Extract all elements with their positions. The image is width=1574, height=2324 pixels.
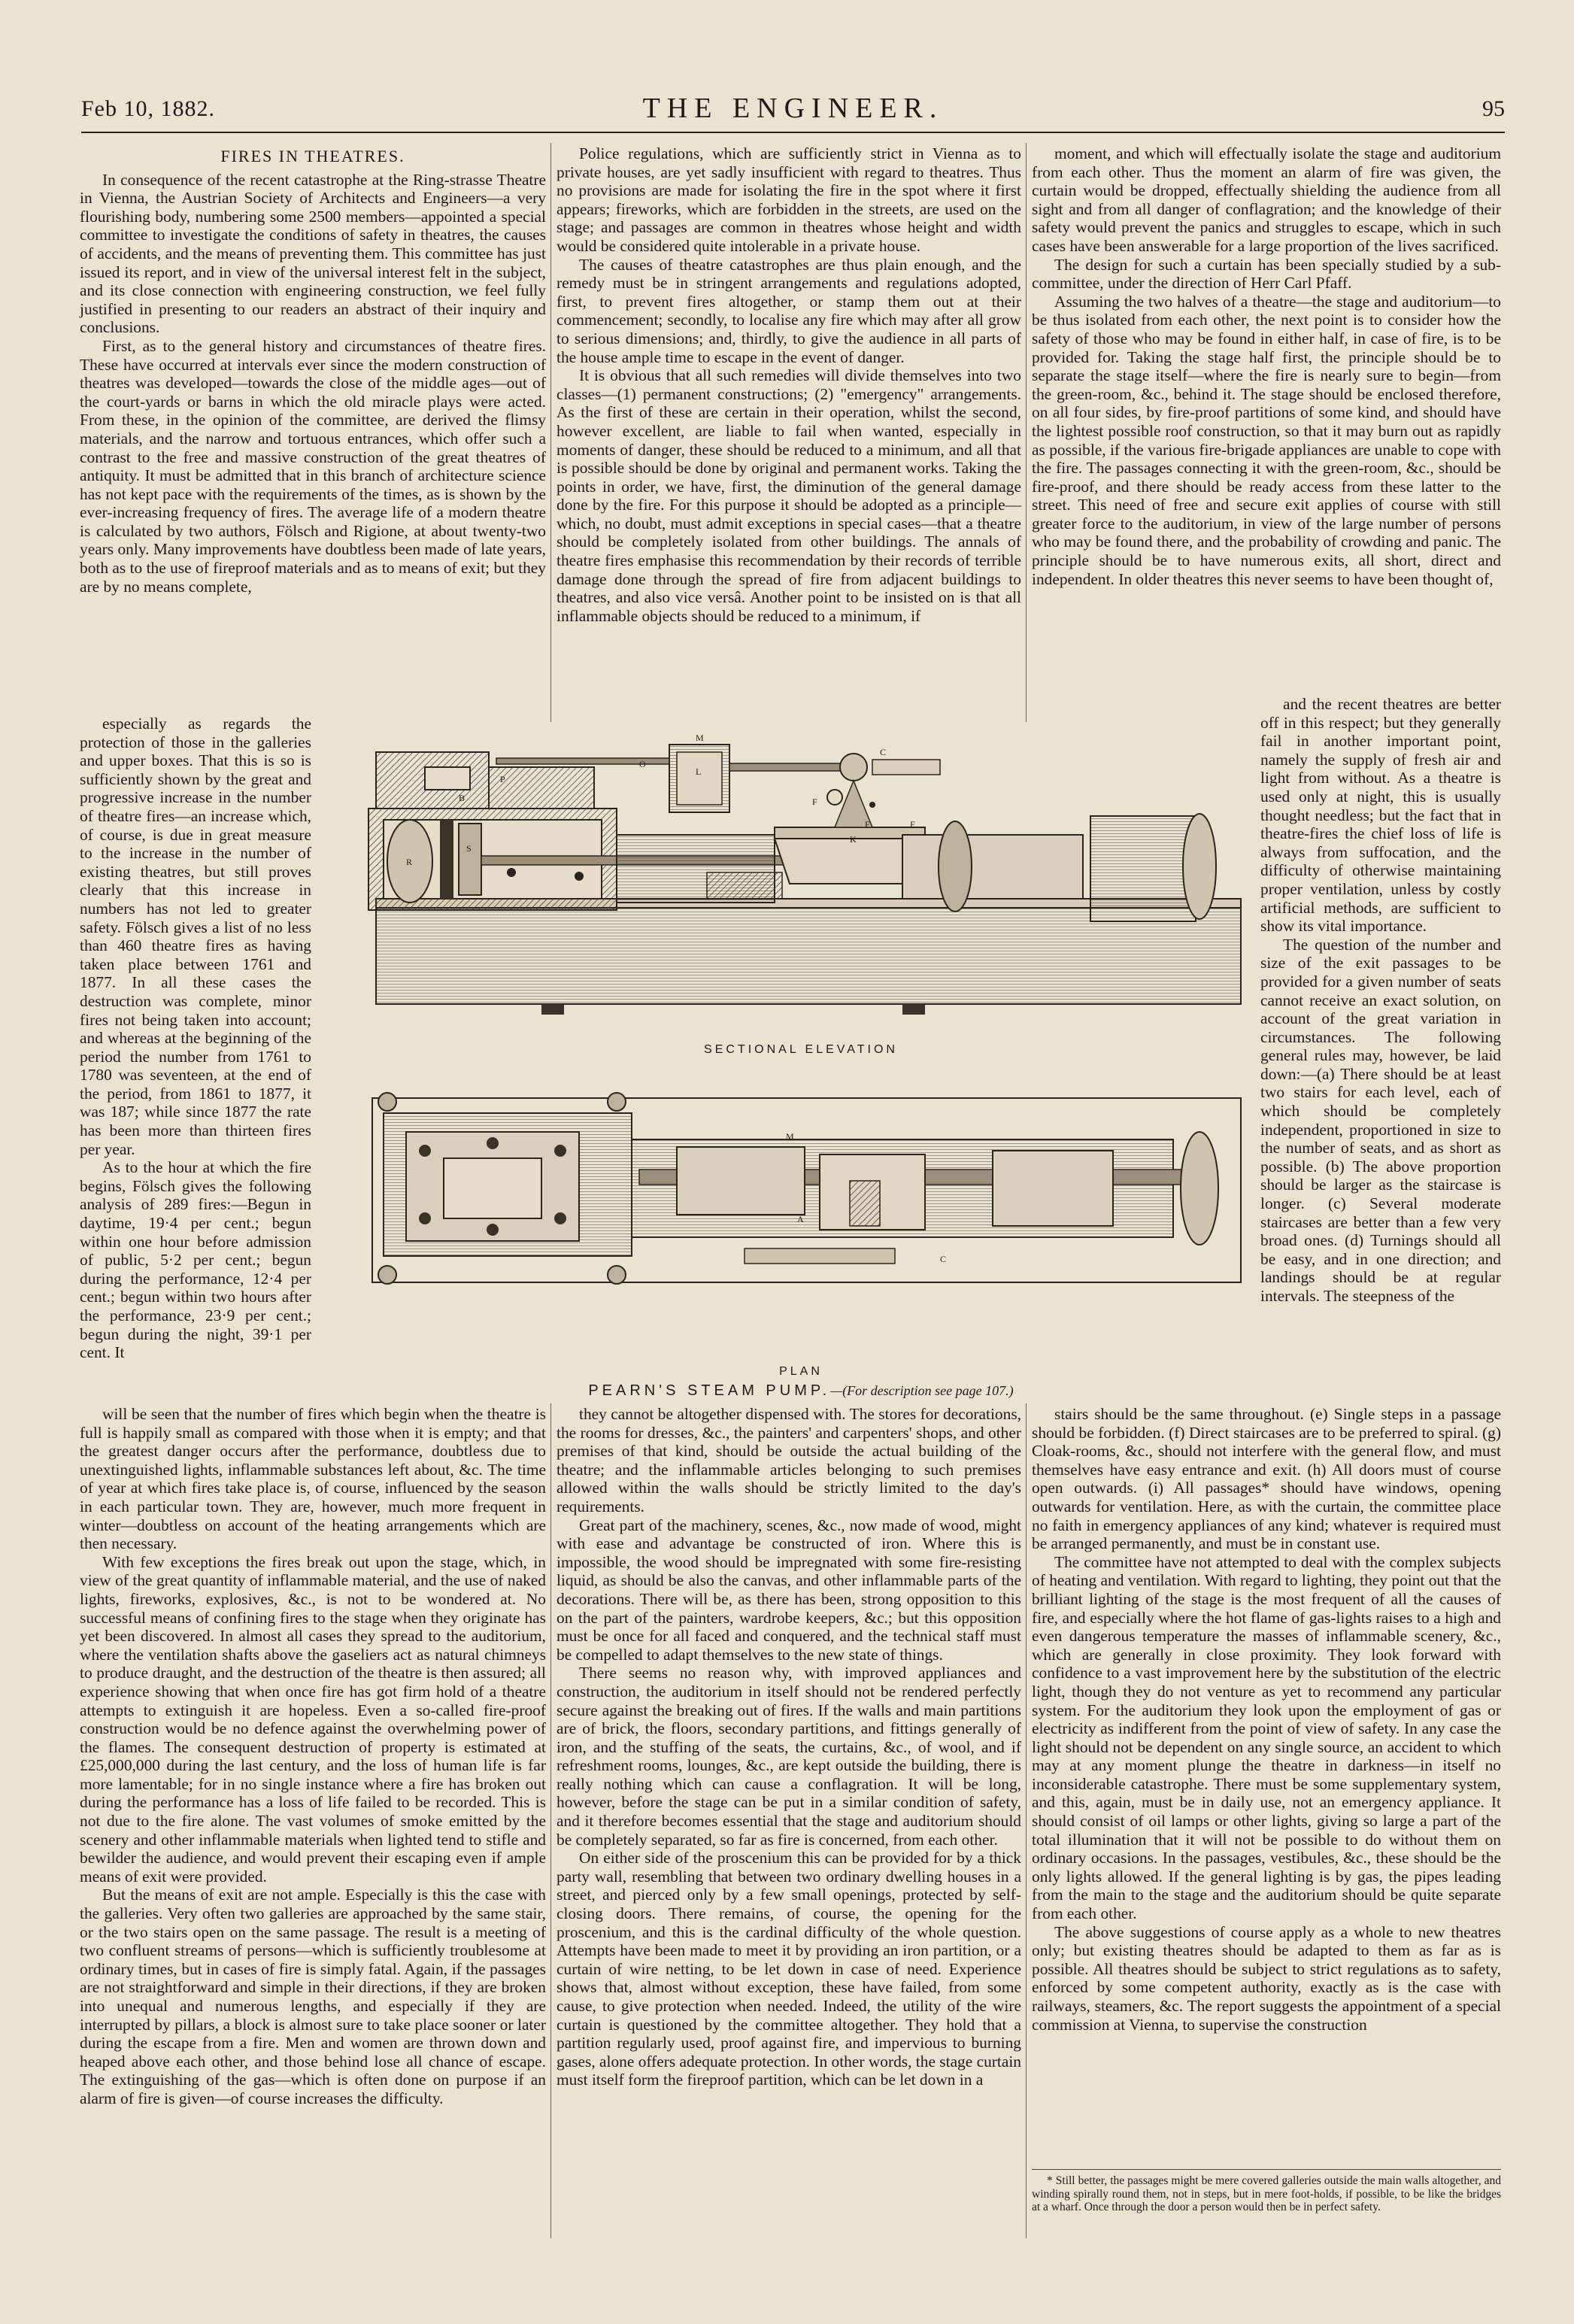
paragraph: especially as regards the protection of those in the galleries and upper boxes. That this is so is sufficiently shown by the great and progressive increase in the number of theatre fires—an increase which, of course, is due in great measure to the increase in the number of existing theatres, but still proves clearly that this increase in numbers has not led to greater safety. Fölsch gives a list of no less than 460 theatre fires as having taken place between 1761 and 1877. In all these cases the destruction was complete, minor fires not being taken into account; and whereas at the beginning of the period the number from 1761 to 1780 was seventeen, at the end of the period, from 1861 to 1877, it was 187; while since 1877 the rate has been more than thirteen fires per year.	[80, 714, 311, 1158]
figure-caption-main: PEARN'S STEAM PUMP.	[588, 1382, 831, 1399]
paragraph: The design for such a curtain has been specially studied by a sub-committee, under the direction of Herr Carl Pfaff.	[1032, 255, 1501, 293]
part-letter: B	[459, 793, 466, 803]
part-letter: S	[466, 843, 472, 854]
column-middle-top	[557, 144, 1021, 625]
part-letter: F	[812, 796, 817, 807]
header-rule	[81, 132, 1505, 133]
column-divider	[550, 1403, 551, 2238]
paragraph: moment, and which will effectually isolate the stage and auditorium from each other. Thus the moment an alarm of fire was given, the curtain would be dropped, effectually shielding the audience from all sight and from all danger of conflagration; and the knowledge of their safety would prevent the panics and struggles to escape, which in such cases have been answerable for a large proportion of the lives sacrificed.	[1032, 144, 1501, 255]
paragraph: stairs should be the same throughout. (e) Single steps in a passage should be forbidden. (f) Direct staircases are to be preferred to spiral. (g) Cloak-rooms, &c., should not interfere with the general flow, and must themselves have easy entrance and exit. (h) All doors must of course open outwards. (i) All passages* should have windows, opening outwards for ventilation. Here, as with the curtain, the committee place no faith in emergency appliances of any kind; whatever is required must be arranged permanently, and must be in constant use.	[1032, 1405, 1501, 1553]
issue-date: Feb 10, 1882.	[81, 96, 215, 121]
part-letter: R	[406, 857, 413, 867]
part-letter: L	[696, 766, 702, 777]
paragraph: The question of the number and size of the exit passages to be provided for a given number of seats cannot receive an exact solution, on account of the great variation in circumstances. The following general rules may, however, be laid down:—(a) There should be at least two stairs for each level, each of which should be completely independent, proportioned in size to the number of seats, and as short as possible. (b) The above proportion should be larger as the staircase is longer. (c) Several moderate staircases are better than a few very broad ones. (d) Turnings should all be easy, and in one direction; and landings should be at regular intervals. The steepness of the	[1260, 935, 1501, 1305]
steam-pump-engraving	[353, 722, 1248, 1399]
part-letter: C	[940, 1254, 947, 1264]
plan-drawing	[372, 1093, 1241, 1284]
part-letter: P	[500, 774, 505, 784]
paragraph: will be seen that the number of fires which begin when the theatre is full is happily small as compared with those when it is empty; and that the greatest danger occurs after the performance, doubtless due to unextinguished lights, inflammable substances left about, &c. The time of year at which fires take place is, of course, influenced by the season in each particular town. They are, however, much more frequent in winter—doubtless on account of the heating arrangements which are then necessary.	[80, 1405, 546, 1553]
paragraph: The committee have not attempted to deal with the complex subjects of heating and ventilation. With regard to lighting, they point out that the brilliant lighting of the stage is the most frequent of all the causes of fire, and especially where the hot flame of gas-lights raises to a high and even dangerous temperature the masses of inflammable scenery, &c., which are generally in close proximity. They look forward with confidence to a vast improvement here by the substitution of the electric light, though they do not venture as yet to recommend any particular system. For the auditorium they look upon the employment of gas or electricity as indifferent from the point of view of safety. In any case the light should not be dependent on any single source, an accident to which may at any moment plunge the theatre in darkness—in itself no inconsiderable catastrophe. There must be some supplementary system, and this, again, must be in daily use, not an emergency appliance. It should consist of oil lamps or other lights, giving so large a part of the total illumination that it will not be possible to do without them on ordinary occasions. In the passages, vestibules, &c., these should be the only lights allowed. If the general lighting is by gas, the pipes leading from the main to the stage and the auditorium should be quite separate from each other.	[1032, 1552, 1501, 1923]
paragraph: But the means of exit are not ample. Especially is this the case with the galleries. Very often two galleries are approached by the same stair, or the two stairs open on the same passage. The result is a meeting of two confluent streams of persons—which is sufficiently troublesome at ordinary times, but in cases of fire is simply fatal. Again, if the passages are not straightforward and simple in their directions, if they are broken into unequal and numerous lengths, and especially if they are interrupted by pillars, a block is almost sure to take place sooner or later during the escape from a fire. Men and women are thrown down and heaped above each other, and those behind lose all chance of escape. The extinguishing of the gas—which is often done on purpose if an alarm of fire is given—of course increases the difficulty.	[80, 1886, 546, 2107]
paragraph: There seems no reason why, with improved appliances and construction, the auditorium in itself should not be rendered perfectly secure against the breaking out of fires. If the walls and main partitions are of brick, the floors, secondary partitions, and fittings generally of iron, and the stuffing of the seats, the curtains, &c., of wool, and if refreshment rooms, lounges, &c., are kept outside the building, there is really nothing which can cause a conflagration. It will be long, however, before the stage can be put in a similar condition of safety, and it therefore becomes essential that the stage and auditorium should be completely separated, so far as fire is concerned, from each other.	[557, 1664, 1021, 1849]
figure-caption-note: —(For description see page 107.)	[830, 1383, 1014, 1398]
paragraph: With few exceptions the fires break out upon the stage, which, in view of the great quantity of inflammable material, and the use of naked lights, fireworks, explosives, &c., is not to be wondered at. No successful means of confining fires to the stage when they originate has yet been discovered. In almost all cases they spread to the auditorium, where the ventilation shafts above the gaseliers act as natural chimneys to produce draught, and the destruction of the theatre is then assured; all experience showing that when once fire has got firm hold of a theatre attempts to extinguish it are hopeless. Even a so-called fire-proof construction would be no defence against the overwhelming power of the flames. The consequent destruction of property is estimated at £25,000,000 during the last century, and the loss of human life is far more lamentable; for in no single instance where a fire has broken out during the performance has a loss of life failed to be recorded. This is not due to the fire alone. The vast volumes of smoke emitted by the scenery and other inflammable materials when lighted tend to stifle and bewilder the audience, and would prevent their escaping even if ample means of exit were provided.	[80, 1552, 546, 1886]
paragraph-group	[80, 171, 546, 596]
column-middle-bottom	[557, 1405, 1021, 2089]
figure-caption	[353, 1380, 1248, 1400]
column-left-narrow	[80, 714, 311, 1400]
column-divider	[1026, 1403, 1027, 2238]
paragraph: and the recent theatres are better off in this respect; but they generally fail in another important point, namely the supply of fresh air and light from without. As a theatre is used only at night, this is usually thought needless; but the fact that in theatre-fires the chief loss of life is always from suffocation, and the difficulty of otherwise maintaining proper ventilation, unless by costly artificial methods, are sufficient to show its vital importance.	[1260, 695, 1501, 936]
column-divider	[1026, 143, 1027, 722]
paragraph: Great part of the machinery, scenes, &c., now made of wood, might with ease and advantage be constructed of iron. Where this is impossible, the wood should be impregnated with some fire-resisting liquid, as should be also the canvas, and other inflammable parts of the decorations. There will be, as there has been, strong opposition to this on the part of the painters, wardrobe keepers, &c.; but this opposition must be once for all faced and conquered, and the technical staff must be compelled to adapt themselves to the new state of things.	[557, 1515, 1021, 1664]
paragraph: As to the hour at which the fire begins, Fölsch gives the following analysis of 289 fires:—Begun in daytime, 19·4 per cent.; begun within one hour before admission of public, 5·2 per cent.; begun during the performance, 12·4 per cent.; begun within two hours after the performance, 23·9 per cent.; begun during the night, 39·1 per cent. It	[80, 1158, 311, 1362]
part-letter: K	[850, 834, 857, 845]
column-right-narrow	[1260, 695, 1501, 1402]
paragraph: It is obvious that all such remedies will divide themselves into two classes—(1) permanent constructions; (2) "emergency" arrangements. As the first of these are certain in their operation, whilst the second, however excellent, are liable to fail when wanted, especially in moments of danger, these should be reduced to a minimum, and all that is possible should be done by original and permanent works. Taking the points in order, we have, first, the diminution of the general damage done by the fire. For this purpose it should be adopted as a principle—which, no doubt, must admit exceptions in special cases—that a theatre should be completely isolated from other buildings. The annals of theatre fires emphasise this recommendation by their records of terrible damage done through the spread of fire from adjacent buildings to theatres, and also vice versâ. Another point to be insisted on is that all inflammable objects should be reduced to a minimum, if	[557, 366, 1021, 625]
footnote	[1032, 2169, 1501, 2214]
sectional-elevation-drawing	[368, 745, 1241, 1015]
column-left-bottom	[80, 1405, 546, 2108]
part-letter: O	[639, 759, 646, 769]
steam-pump-figure	[353, 722, 1248, 1399]
paragraph: On either side of the proscenium this can be provided for by a thick party wall, resembling that between two ordinary dwelling houses in a street, and pierced only by a few small openings, protected by self-closing doors. There remains, of course, the opening for the proscenium, and this is the cardinal difficulty of the whole question. Attempts have been made to meet it by providing an iron partition, or a curtain of wire netting, to be let down in case of need. Experience shows that, almost without exception, these have failed, from some cause, to give protection when needed. Indeed, the utility of the wire curtain is questioned by the committee altogether. They hold that a partition regularly used, proof against fire, and impervious to burning gases, alone offers adequate protection. In other words, the stage curtain must itself form the fireproof partition, which can be let down in a	[557, 1849, 1021, 2089]
journal-title: THE ENGINEER.	[642, 93, 944, 124]
paragraph: The causes of theatre catastrophes are thus plain enough, and the remedy must be in stringent arrangements and regulations adopted, first, to prevent fires altogether, or stamp them out at their commencement; secondly, to localise any fire which may after all grow to serious dimensions; and, thirdly, to give the audience in all parts of the house ample time to escape in the event of danger.	[557, 255, 1021, 366]
part-letter: F	[865, 819, 870, 830]
plan-label: PLAN	[779, 1365, 823, 1378]
column-divider	[550, 143, 551, 722]
part-letter: C	[880, 747, 887, 757]
column-right-bottom	[1032, 1405, 1501, 2034]
paragraph: In consequence of the recent catastrophe at the Ring-strasse Theatre in Vienna, the Austrian Society of Architects and Engineers—a very flourishing body, numbering some 2500 members—appointed a special committee to investigate the conditions of safety in theatres, the causes of accidents, and the means of preventing them. This committee has just issued its report, and in view of the universal interest felt in the subject, and its close connection with engineering construction, we feel fully justified in presenting to our readers an abstract of their inquiry and conclusions.	[80, 170, 546, 337]
part-letter: M	[696, 733, 704, 743]
paragraph: The above suggestions of course apply as a whole to new theatres only; but existing theatres should be adapted to them as far as is possible. All theatres should be subject to strict regulations as to safety, enforced by some competent authority, exactly as is the case with railways, steamers, &c. The report suggests the appointment of a special commission at Vienna, to supervise the construction	[1032, 1922, 1501, 2034]
paragraph: they cannot be altogether dispensed with. The stores for decorations, the rooms for dresses, &c., the painters' and carpenters' shops, and other premises of that kind, should be outside the actual building of the theatre; and the inflammable articles belonging to such premises allowed within the walls should be strictly limited to the day's requirements.	[557, 1405, 1021, 1515]
article-title: FIRES IN THEATRES.	[220, 147, 405, 165]
sectional-elevation-label: SECTIONAL ELEVATION	[704, 1043, 898, 1056]
column-left-top	[80, 147, 546, 596]
page-header	[81, 89, 1505, 126]
paragraph: Police regulations, which are sufficiently strict in Vienna as to private houses, are yet sadly insufficient with regard to theatres. Thus no provisions are made for isolating the fire in the spot where it first appears; fireworks, which are forbidden in the streets, are used on the stage; and passages are common in theatres whose height and width would be considered quite intolerable in a private house.	[557, 144, 1021, 255]
part-letter: A	[797, 1214, 804, 1224]
footnote-text: * Still better, the passages might be mere covered galleries outside the main walls altogether, and winding spirally round them, not in steps, but in mere foot-holds, if possible, to be like the bridges at a wharf. Once through the door a person would then be in perfect safety.	[1032, 2174, 1501, 2213]
part-letter: F	[910, 819, 915, 830]
page-number: 95	[1482, 96, 1505, 121]
column-right-top	[1032, 144, 1501, 588]
paragraph: First, as to the general history and circumstances of theatre fires. These have occurred at intervals ever since the modern construction of theatres was developed—towards the close of the middle ages—out of the court-yards or barns in which the old miracle plays were acted. From these, in the opinion of the committee, are derived the flimsy materials, and the narrow and tortuous entrances, which offer such a contrast to the free and massive construction of the great theatres of antiquity. It must be admitted that in this branch of architecture science has not kept pace with the requirements of the times, as is shown by the ever-increasing frequency of fires. The average life of a modern theatre is calculated by two authors, Fölsch and Rigione, at about twenty-two years only. Many improvements have doubtless been made of late years, both as to the use of fireproof materials and as to means of exit; but they are by no means complete,	[80, 336, 546, 596]
paragraph: Assuming the two halves of a theatre—the stage and auditorium—to be thus isolated from each other, the next point is to consider how the safety of those who may be found in either half, in case of fire, is to be provided for. Taking the stage half first, the principle should be to separate the stage itself—where the fire is nearly sure to begin—from the green-room, &c., behind it. The stage should be enclosed therefore, on all four sides, by fire-proof partitions of some kind, and should have the lightest possible roof construction, so that it may burn out as rapidly as possible, if the various fire-brigade appliances are unable to cope with the fire. The passages connecting it with the green-room, &c., should be fire-proof, and there should be ready access from these latter to the street. This need of free and secure exit applies of course with still greater force to the auditorium, in view of the large number of persons who may be found there, and the probability of crowding and panic. The principle should be to have numerous exits, all short, direct and independent. In older theatres this never seems to have been thought of,	[1032, 292, 1501, 588]
part-letter: M	[786, 1131, 794, 1142]
